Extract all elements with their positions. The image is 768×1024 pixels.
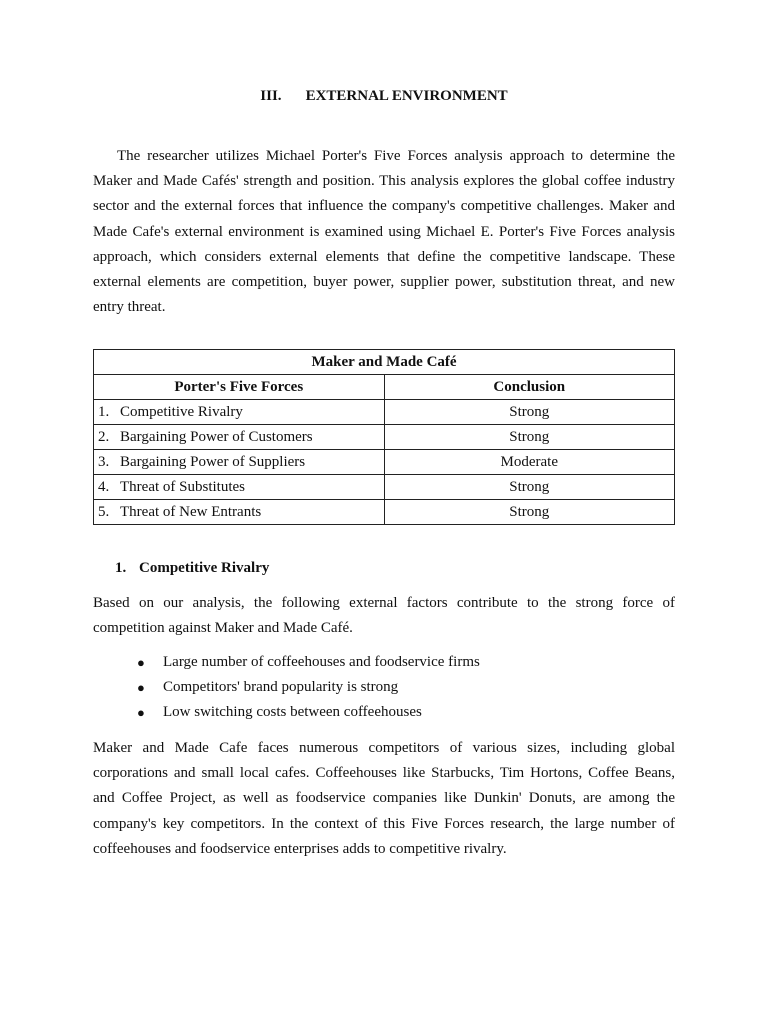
force-label: Competitive Rivalry	[120, 404, 243, 420]
section-number: III.	[260, 88, 282, 104]
column-header-conclusion: Conclusion	[384, 375, 675, 400]
force-number: 5.	[98, 504, 110, 520]
force-number: 3.	[98, 454, 110, 470]
rivalry-number: 1.	[115, 560, 127, 576]
rivalry-lead-paragraph: Based on our analysis, the following external factors contribute to the strong force of competition against Maker and Made Café.	[93, 595, 675, 637]
conclusion-cell: Strong	[384, 500, 675, 525]
rivalry-title: Competitive Rivalry	[139, 560, 270, 576]
rivalry-heading	[115, 558, 269, 578]
list-item	[93, 700, 480, 725]
force-cell	[94, 450, 385, 475]
table-header-row	[94, 375, 675, 400]
bullet-icon: ●	[137, 655, 145, 670]
five-forces-table	[93, 349, 675, 525]
bullet-icon: ●	[137, 680, 145, 696]
factor-list	[93, 650, 480, 726]
conclusion-cell: Strong	[384, 400, 675, 425]
force-number: 1.	[98, 404, 110, 420]
force-number: 4.	[98, 479, 110, 495]
intro-paragraph: The researcher utilizes Michael Porter's Five Forces analysis approach to determine the Maker and Made Cafés' strength and position. This analysis explores the global coffee industry sector and the external forces that influence the company's competitive challenges. Maker and Made Cafe's external environment is examined using Michael E. Porter's Five Forces analysis approach, which considers external elements that define the competitive landscape. These external elements are competition, buyer power, supplier power, substitution threat, and new entry threat.	[93, 148, 675, 316]
conclusion-cell: Strong	[384, 425, 675, 450]
section-title: EXTERNAL ENVIRONMENT	[305, 88, 508, 104]
force-cell	[94, 475, 385, 500]
list-item	[93, 650, 480, 675]
table-row	[94, 450, 675, 475]
factor-text: Low switching costs between coffeehouses	[163, 704, 422, 721]
table-row	[94, 400, 675, 425]
factor-text: Large number of coffeehouses and foodservice firms	[163, 654, 480, 670]
list-item	[93, 675, 480, 700]
force-cell	[94, 500, 385, 525]
bullet-icon: ●	[137, 705, 145, 721]
table-row	[94, 500, 675, 525]
force-label: Bargaining Power of Customers	[120, 429, 313, 445]
table-title-row	[94, 350, 675, 375]
column-header-force: Porter's Five Forces	[94, 375, 385, 400]
table-row	[94, 475, 675, 500]
table-title: Maker and Made Café	[94, 350, 675, 375]
factor-text: Competitors' brand popularity is strong	[163, 679, 399, 696]
conclusion-cell: Strong	[384, 475, 675, 500]
force-cell	[94, 400, 385, 425]
table-row	[94, 425, 675, 450]
section-heading	[93, 86, 675, 106]
force-label: Threat of New Entrants	[120, 504, 262, 520]
force-number: 2.	[98, 429, 110, 445]
competitors-paragraph: Maker and Made Cafe faces numerous competitors of various sizes, including global corporations and small local cafes. Coffeehouses like Starbucks, Tim Hortons, Coffee Beans, and Coffee Project, as well as foodservice companies like Dunkin' Donuts, are among the company's key competitors. In the context of this Five Forces research, the large number of coffeehouses and foodservice enterprises adds to competitive rivalry.	[93, 740, 675, 857]
conclusion-cell: Moderate	[384, 450, 675, 475]
force-label: Threat of Substitutes	[120, 479, 245, 495]
force-cell	[94, 425, 385, 450]
force-label: Bargaining Power of Suppliers	[120, 454, 306, 470]
